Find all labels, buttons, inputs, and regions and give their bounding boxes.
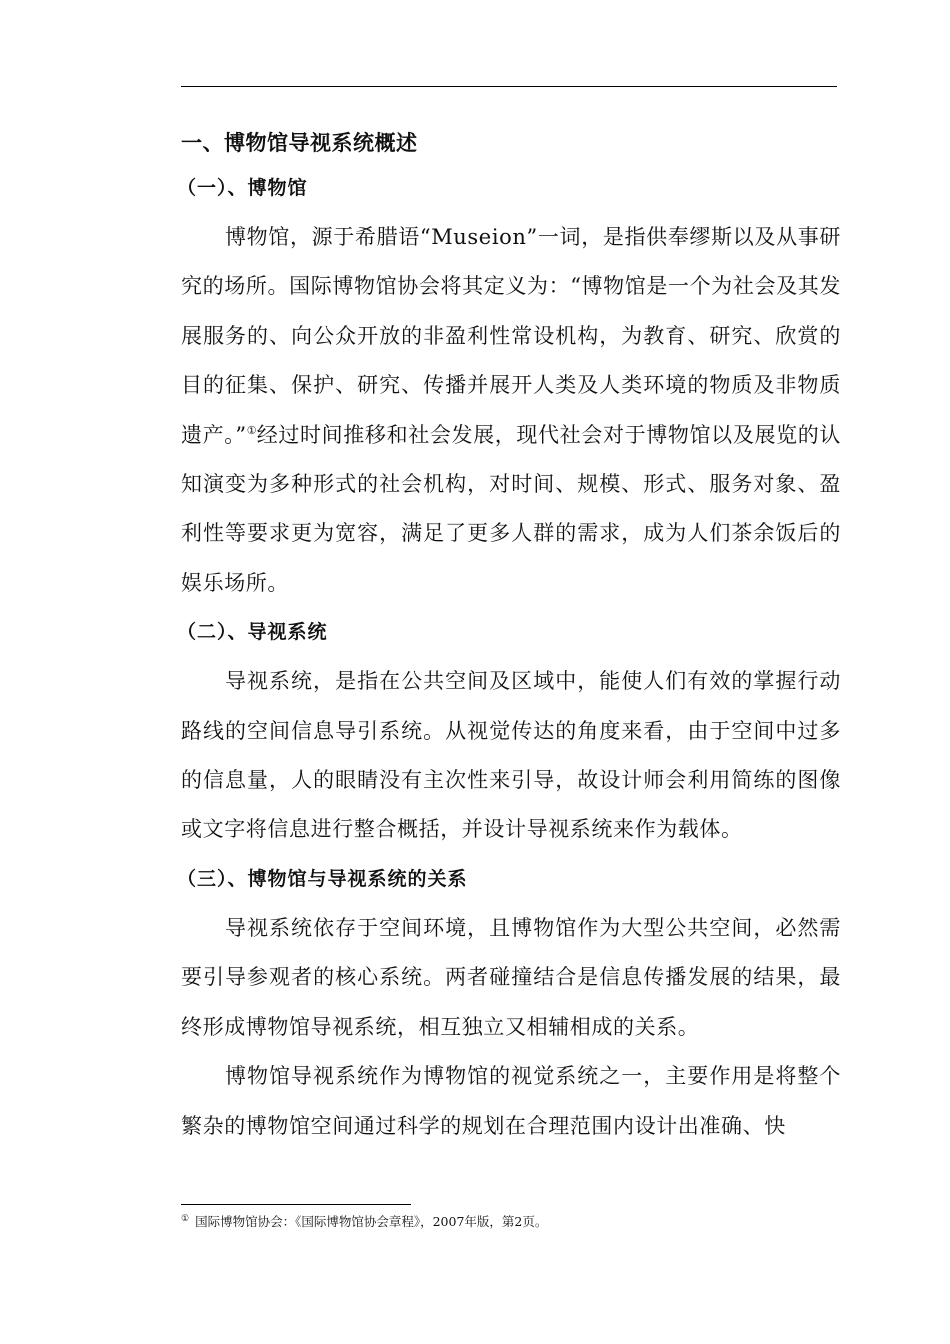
footnote-rule <box>181 1204 411 1205</box>
paragraph-text: 经过时间推移和社会发展，现代社会对于博物馆以及展览的认知演变为多种形式的社会机构，对时间、规模、形式、服务对象、盈利性等要求更为宽容，满足了更多人群的需求，成为人们茶余饭后的娱乐场所。 <box>181 422 841 595</box>
document-body <box>177 122 841 1151</box>
subsection-title-relationship: （三）、博物馆与导视系统的关系 <box>177 867 468 890</box>
footnote-reference[interactable]: ① <box>246 423 257 437</box>
paragraph-wayfinding: 导视系统，是指在公共空间及区域中，能使人们有效的掌握行动路线的空间信息导引系统。从视觉传达的角度来看，由于空间中过多的信息量，人的眼睛没有主次性来引导，故设计师会利用简练的图像或文字将信息进行整合概括，并设计导视系统来作为载体。 <box>181 669 841 842</box>
footnote-text: 国际博物馆协会：《国际博物馆协会章程》，2007年版，第2页。 <box>195 1214 548 1229</box>
section-heading: 一、博物馆导视系统概述 <box>181 130 418 155</box>
subsection-title-wayfinding: （二）、导视系统 <box>177 621 328 644</box>
footnote <box>181 1212 547 1230</box>
paragraph-text: 博物馆，源于希腊语“Museion”一词，是指供奉缪斯以及从事研究的场所。国际博物馆协会将其定义为：“博物馆是一个为社会及其发展服务的、向公众开放的非盈利性常设机构，为教育、研究、欣赏的目的征集、保护、研究、传播并展开人类及人类环境的物质及非物质遗产。” <box>181 225 841 447</box>
subsection-title-museum: （一）、博物馆 <box>177 177 308 199</box>
paragraph-museum-wayfinding: 博物馆导视系统作为博物馆的视觉系统之一，主要作用是将整个繁杂的博物馆空间通过科学的规划在合理范围内设计出准确、快 <box>181 1064 841 1138</box>
paragraph-museum <box>181 213 841 608</box>
header-rule <box>181 86 837 87</box>
footnote-mark: ① <box>181 1213 190 1224</box>
paragraph-relationship: 导视系统依存于空间环境，且博物馆作为大型公共空间，必然需要引导参观者的核心系统。两者碰撞结合是信息传播发展的结果，最终形成博物馆导视系统，相互独立又相辅相成的关系。 <box>181 915 841 1039</box>
